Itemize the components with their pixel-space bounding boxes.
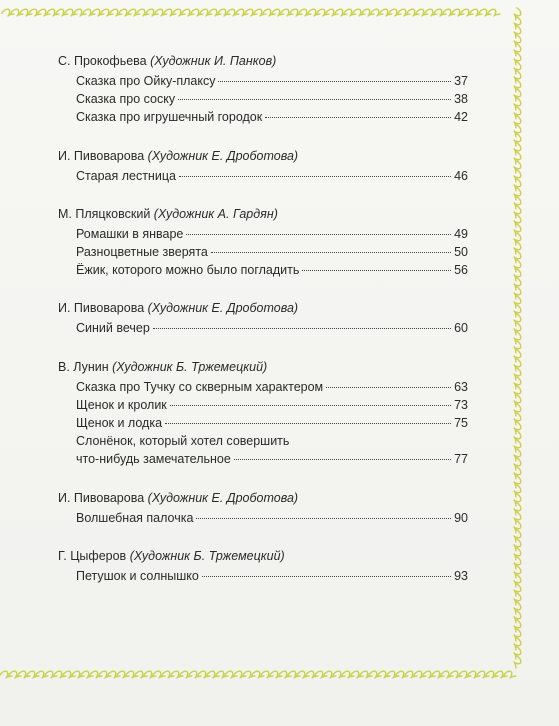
entry-title-line2: что-нибудь замечательное: [76, 452, 231, 467]
author-line: [58, 299, 468, 317]
author-name: И. Пивоварова: [58, 490, 145, 505]
toc-section: [58, 147, 468, 185]
entry-page-number: 60: [454, 321, 468, 336]
entry-title: Петушок и солнышко: [76, 568, 199, 583]
toc-section: [58, 205, 468, 280]
dot-leader: [326, 387, 451, 388]
author-name: Г. Цыферов: [58, 548, 127, 563]
entry-page-number: 38: [454, 92, 468, 107]
author-line: [58, 489, 468, 507]
entry-page-number: 50: [454, 245, 468, 260]
author-line: [58, 147, 468, 165]
table-of-contents: [58, 52, 468, 605]
toc-section: [58, 299, 468, 337]
entry-title: Сказка про Тучку со скверным характером: [76, 379, 324, 394]
toc-entry[interactable]: [76, 108, 468, 126]
dot-leader: [234, 459, 451, 460]
toc-entry[interactable]: [76, 567, 468, 585]
entry-title: Сказка про Ойку-плаксу: [76, 74, 216, 88]
dot-leader: [196, 518, 451, 519]
border-loops-bottom: [0, 671, 516, 678]
entry-page-number: 42: [454, 110, 468, 125]
toc-entry[interactable]: [76, 225, 468, 243]
dot-leader: [211, 252, 451, 253]
dot-leader: [265, 117, 451, 118]
entry-title: Старая лестница: [76, 168, 176, 183]
illustrator-name: (Художник И. Панков): [150, 54, 277, 68]
border-loops-top: [2, 9, 501, 16]
toc-entry-multiline[interactable]: [76, 432, 468, 468]
author-name: И. Пивоварова: [58, 301, 145, 316]
entry-title: Ёжик, которого можно было погладить: [76, 263, 300, 278]
dot-leader: [153, 328, 451, 329]
entry-page-number: 93: [454, 568, 468, 583]
border-loops-right: [514, 8, 521, 669]
illustrator-name: (Художник А. Гардян): [153, 206, 278, 221]
toc-entry[interactable]: [76, 378, 468, 396]
entry-title-line1: Слонёнок, который хотел совершить: [76, 434, 290, 449]
border-loop: [504, 671, 517, 678]
entry-page-number: 37: [454, 74, 468, 88]
toc-entry[interactable]: [76, 509, 468, 527]
author-name: С. Прокофьева: [58, 54, 147, 68]
dot-leader: [302, 270, 451, 271]
entry-page-number: 75: [454, 416, 468, 431]
illustrator-name: (Художник Е. Дроботова): [147, 490, 299, 505]
dot-leader: [186, 234, 451, 235]
author-line: [58, 205, 468, 223]
toc-entry[interactable]: [76, 90, 468, 108]
toc-section: [58, 489, 468, 527]
illustrator-name: (Художник Е. Дроботова): [147, 148, 299, 163]
author-line: [58, 358, 468, 376]
entry-title: Ромашки в январе: [76, 226, 184, 241]
dot-leader: [202, 576, 451, 577]
toc-entry[interactable]: [76, 243, 468, 261]
dot-leader: [170, 405, 451, 406]
illustrator-name: (Художник Е. Дроботова): [147, 301, 299, 316]
entry-page-number: 56: [454, 263, 468, 278]
entry-title: Сказка про соску: [76, 92, 176, 107]
entry-title: Щенок и лодка: [76, 416, 163, 431]
dot-leader: [218, 81, 451, 82]
dot-leader: [179, 176, 451, 177]
entry-title: Разноцветные зверята: [76, 245, 208, 260]
author-name: М. Пляцковский: [58, 206, 151, 221]
toc-entry[interactable]: [76, 167, 468, 185]
entry-page-number: 46: [454, 168, 468, 183]
entry-page-number: 49: [454, 226, 468, 241]
author-name: В. Лунин: [58, 359, 109, 374]
toc-entry[interactable]: [76, 261, 468, 279]
author-name: И. Пивоварова: [58, 148, 145, 163]
entry-page-number: 90: [454, 510, 468, 525]
dot-leader: [165, 423, 451, 424]
toc-entry[interactable]: [76, 414, 468, 432]
toc-section: [58, 52, 468, 127]
entry-page-number: 63: [454, 379, 468, 394]
entry-page-number: 73: [454, 397, 468, 412]
entry-title: Щенок и кролик: [76, 397, 167, 412]
entry-title: Волшебная палочка: [76, 510, 194, 525]
dot-leader: [178, 99, 451, 100]
border-loop: [488, 9, 501, 16]
border-loop: [514, 656, 521, 669]
entry-title: Сказка про игрушечный городок: [76, 110, 263, 125]
toc-section: [58, 358, 468, 469]
illustrator-name: (Художник Б. Тржемецкий): [129, 548, 285, 563]
entry-page-number: 77: [454, 452, 468, 467]
toc-entry[interactable]: [76, 72, 468, 90]
entry-title: Синий вечер: [76, 321, 150, 336]
illustrator-name: (Художник Б. Тржемецкий): [112, 359, 268, 374]
toc-entry[interactable]: [76, 396, 468, 414]
toc-section: [58, 547, 468, 585]
author-line: [58, 52, 468, 70]
entry-title-line2-row: [76, 450, 468, 468]
author-line: [58, 547, 468, 565]
toc-entry[interactable]: [76, 319, 468, 337]
